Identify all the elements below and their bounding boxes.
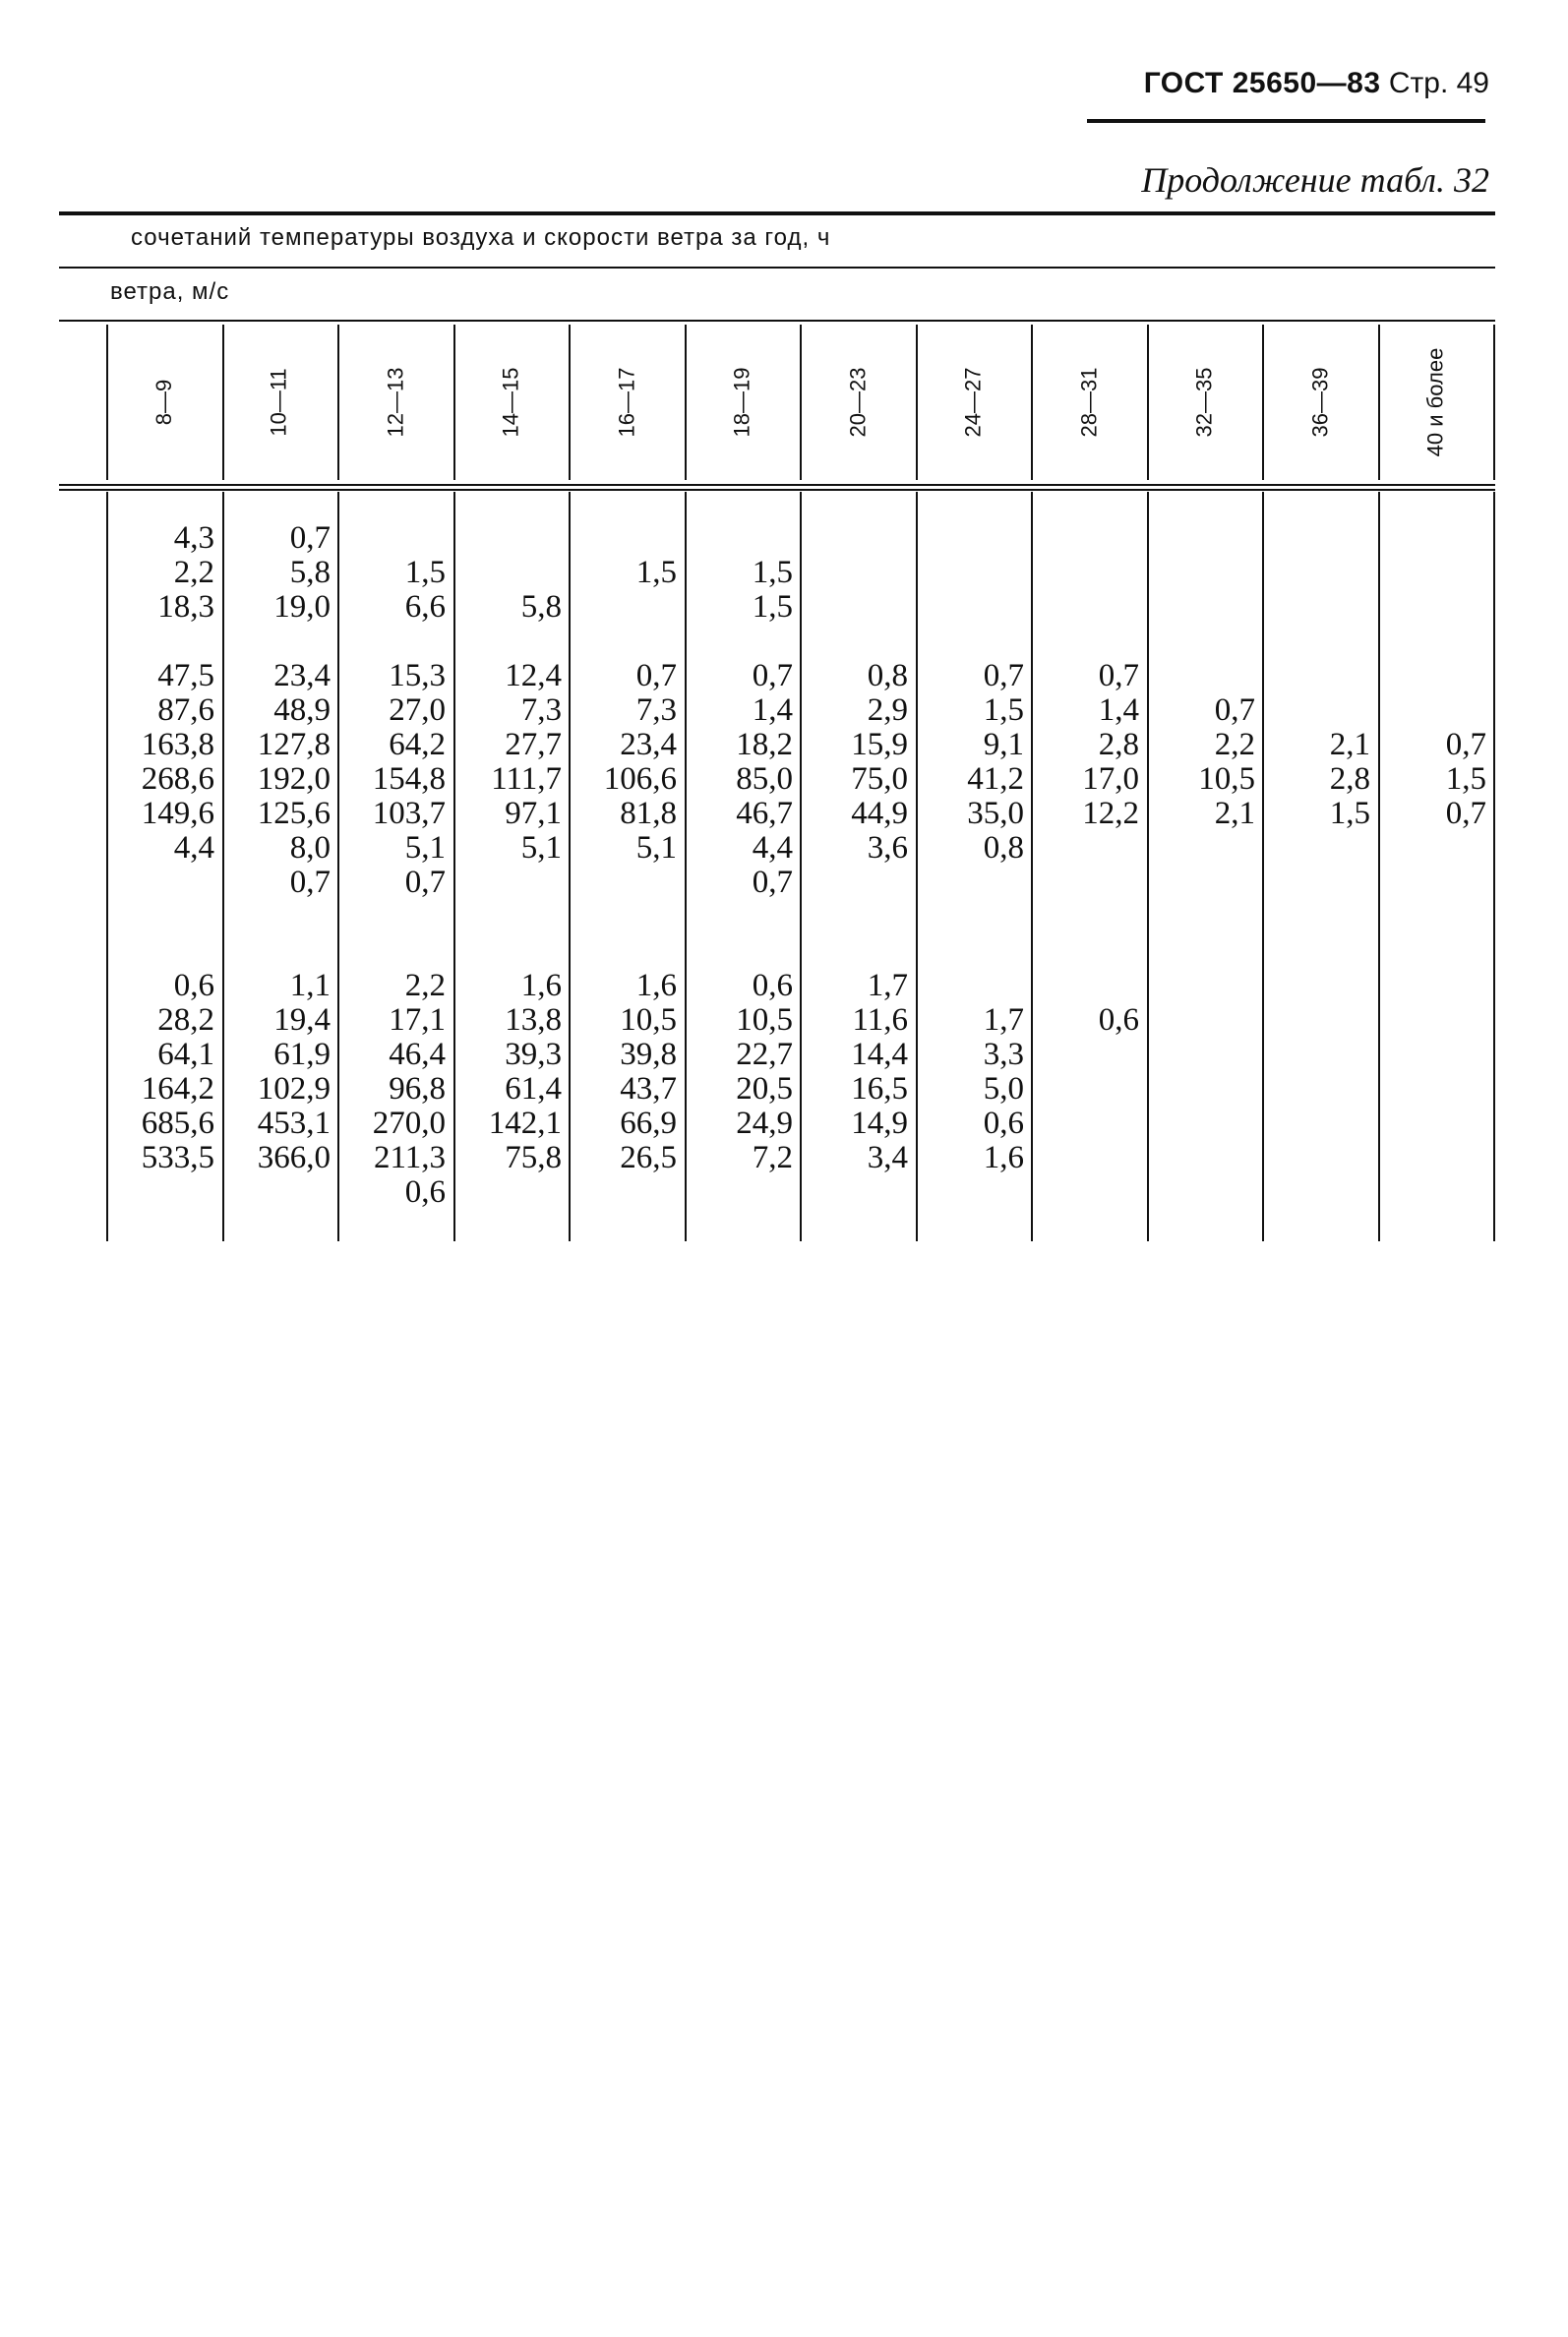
column-header xyxy=(486,329,535,476)
subtitle-line-1: сочетаний температуры воздуха и скорости ветра за год, ч xyxy=(131,224,831,251)
table-cell: 1,5 xyxy=(1329,796,1370,831)
table-cell: 27,7 xyxy=(505,727,562,762)
table-cell: 0,6 xyxy=(404,1174,446,1210)
body-column-divider xyxy=(1493,492,1495,1241)
table-cell: 0,7 xyxy=(289,520,331,556)
table-cell: 87,6 xyxy=(157,692,214,728)
table-cell: 1,6 xyxy=(635,968,677,1003)
header-column-divider xyxy=(453,325,455,480)
table-cell: 10,5 xyxy=(736,1002,793,1038)
header-column-divider xyxy=(1262,325,1264,480)
header-column-divider xyxy=(685,325,687,480)
table-cell: 149,6 xyxy=(141,796,214,831)
table-cell: 7,3 xyxy=(635,692,677,728)
table-cell: 102,9 xyxy=(257,1071,331,1107)
table-cell: 19,0 xyxy=(273,589,331,625)
table-cell: 2,2 xyxy=(1214,727,1255,762)
header-rule xyxy=(1087,119,1485,123)
table-cell: 366,0 xyxy=(257,1140,331,1175)
table-cell: 14,4 xyxy=(851,1037,908,1072)
table-cell: 12,2 xyxy=(1082,796,1139,831)
table-cell: 61,9 xyxy=(273,1037,331,1072)
page-header xyxy=(1144,67,1489,100)
table-cell: 163,8 xyxy=(141,727,214,762)
table-cell: 10,5 xyxy=(620,1002,677,1038)
table-cell: 3,4 xyxy=(867,1140,908,1175)
column-header-label: 10—11 xyxy=(267,368,291,437)
body-column-divider xyxy=(1147,492,1149,1241)
header-column-divider xyxy=(569,325,571,480)
table-cell: 5,0 xyxy=(983,1071,1024,1107)
header-column-divider xyxy=(1147,325,1149,480)
column-header-label: 14—15 xyxy=(498,367,523,438)
table-cell: 211,3 xyxy=(373,1140,446,1175)
table-cell: 0,6 xyxy=(983,1106,1024,1141)
column-header xyxy=(140,329,189,476)
table-cell: 0,7 xyxy=(1098,658,1139,693)
subtitle-line-2: ветра, м/с xyxy=(110,278,230,305)
table-cell: 0,8 xyxy=(867,658,908,693)
table-cell: 27,0 xyxy=(389,692,446,728)
table-cell: 75,0 xyxy=(851,761,908,797)
column-header xyxy=(602,329,651,476)
header-column-divider xyxy=(106,325,108,480)
table-cell: 47,5 xyxy=(157,658,214,693)
table-cell: 1,4 xyxy=(752,692,793,728)
table-cell: 2,8 xyxy=(1098,727,1139,762)
table-cell: 1,6 xyxy=(983,1140,1024,1175)
column-header-label: 28—31 xyxy=(1076,367,1102,438)
body-column-divider xyxy=(1262,492,1264,1241)
table-cell: 0,6 xyxy=(752,968,793,1003)
header-column-divider xyxy=(222,325,224,480)
table-cell: 97,1 xyxy=(505,796,562,831)
column-header-label: 20—23 xyxy=(845,367,871,438)
table-cell: 0,6 xyxy=(173,968,214,1003)
column-header xyxy=(371,329,420,476)
page-number: Стр. 49 xyxy=(1388,67,1489,99)
column-header xyxy=(255,329,304,476)
table-cell: 1,7 xyxy=(983,1002,1024,1038)
table-cell: 20,5 xyxy=(736,1071,793,1107)
table-cell: 0,7 xyxy=(752,658,793,693)
table-cell: 0,7 xyxy=(1214,692,1255,728)
table-cell: 11,6 xyxy=(852,1002,908,1038)
table-cell: 22,7 xyxy=(736,1037,793,1072)
table-cell: 111,7 xyxy=(491,761,562,797)
table-cell: 1,5 xyxy=(1445,761,1486,797)
table-cell: 0,7 xyxy=(289,865,331,900)
table-cell: 3,6 xyxy=(867,830,908,866)
column-header-label: 18—19 xyxy=(729,367,754,438)
table-cell: 533,5 xyxy=(141,1140,214,1175)
table-cell: 75,8 xyxy=(505,1140,562,1175)
table-cell: 685,6 xyxy=(141,1106,214,1141)
table-cell: 270,0 xyxy=(372,1106,446,1141)
body-column-divider xyxy=(1378,492,1380,1241)
table-cell: 2,9 xyxy=(867,692,908,728)
column-header xyxy=(1411,329,1460,476)
subtitle-rule-1 xyxy=(59,267,1495,269)
table-cell: 17,0 xyxy=(1082,761,1139,797)
table-cell: 192,0 xyxy=(257,761,331,797)
table-cell: 13,8 xyxy=(505,1002,562,1038)
table-cell: 1,5 xyxy=(635,555,677,590)
table-cell: 3,3 xyxy=(983,1037,1024,1072)
table-cell: 0,7 xyxy=(1445,727,1486,762)
table-cell: 0,6 xyxy=(1098,1002,1139,1038)
table-cell: 6,6 xyxy=(404,589,446,625)
table-cell: 1,7 xyxy=(867,968,908,1003)
table-cell: 0,7 xyxy=(752,865,793,900)
table-cell: 15,9 xyxy=(851,727,908,762)
table-cell: 5,8 xyxy=(289,555,331,590)
table-cell: 5,1 xyxy=(635,830,677,866)
table-cell: 23,4 xyxy=(620,727,677,762)
standard-number: ГОСТ 25650—83 xyxy=(1143,67,1381,99)
table-cell: 103,7 xyxy=(372,796,446,831)
table-cell: 16,5 xyxy=(851,1071,908,1107)
table-cell: 8,0 xyxy=(289,830,331,866)
table-cell: 2,1 xyxy=(1214,796,1255,831)
table-cell: 142,1 xyxy=(488,1106,562,1141)
table-cell: 106,6 xyxy=(603,761,677,797)
table-cell: 64,1 xyxy=(157,1037,214,1072)
table-cell: 154,8 xyxy=(372,761,446,797)
header-bottom-rule-2 xyxy=(59,489,1495,491)
header-column-divider xyxy=(1378,325,1380,480)
table-cell: 24,9 xyxy=(736,1106,793,1141)
table-top-rule xyxy=(59,211,1495,215)
table-cell: 18,2 xyxy=(736,727,793,762)
table-cell: 5,8 xyxy=(520,589,562,625)
table-cell: 4,3 xyxy=(173,520,214,556)
column-header xyxy=(948,329,997,476)
header-bottom-rule-1 xyxy=(59,484,1495,486)
table-cell: 0,7 xyxy=(1445,796,1486,831)
column-header xyxy=(833,329,882,476)
table-cell: 164,2 xyxy=(141,1071,214,1107)
header-column-divider xyxy=(1031,325,1033,480)
table-cell: 28,2 xyxy=(157,1002,214,1038)
column-header xyxy=(1179,329,1229,476)
table-cell: 23,4 xyxy=(273,658,331,693)
table-cell: 17,1 xyxy=(389,1002,446,1038)
column-header-label: 40 и более xyxy=(1422,347,1447,457)
table-cell: 9,1 xyxy=(983,727,1024,762)
table-cell: 1,4 xyxy=(1098,692,1139,728)
column-header xyxy=(1064,329,1114,476)
table-cell: 5,1 xyxy=(520,830,562,866)
table-cell: 18,3 xyxy=(157,589,214,625)
table-cell: 0,7 xyxy=(983,658,1024,693)
header-column-divider xyxy=(800,325,802,480)
header-column-divider xyxy=(916,325,918,480)
table-cell: 35,0 xyxy=(967,796,1024,831)
table-cell: 39,8 xyxy=(620,1037,677,1072)
table-cell: 14,9 xyxy=(851,1106,908,1141)
table-cell: 7,2 xyxy=(752,1140,793,1175)
column-header-label: 16—17 xyxy=(614,367,639,438)
column-header-label: 12—13 xyxy=(383,367,408,438)
table-cell: 7,3 xyxy=(520,692,562,728)
table-cell: 19,4 xyxy=(273,1002,331,1038)
column-header-label: 24—27 xyxy=(960,367,986,438)
continuation-label: Продолжение табл. 32 xyxy=(1141,160,1489,200)
table-cell: 26,5 xyxy=(620,1140,677,1175)
table-cell: 10,5 xyxy=(1198,761,1255,797)
table-cell: 2,2 xyxy=(404,968,446,1003)
table-cell: 125,6 xyxy=(257,796,331,831)
table-cell: 46,7 xyxy=(736,796,793,831)
table-cell: 2,2 xyxy=(173,555,214,590)
table-cell: 96,8 xyxy=(389,1071,446,1107)
table-cell: 64,2 xyxy=(389,727,446,762)
table-cell: 2,8 xyxy=(1329,761,1370,797)
header-column-divider xyxy=(1493,325,1495,480)
table-cell: 39,3 xyxy=(505,1037,562,1072)
table-cell: 1,5 xyxy=(752,589,793,625)
table-cell: 66,9 xyxy=(620,1106,677,1141)
table-cell: 453,1 xyxy=(257,1106,331,1141)
table-cell: 12,4 xyxy=(505,658,562,693)
column-header-label: 36—39 xyxy=(1307,367,1333,438)
table-cell: 0,8 xyxy=(983,830,1024,866)
body-column-divider xyxy=(1031,492,1033,1241)
header-column-divider xyxy=(337,325,339,480)
table-cell: 85,0 xyxy=(736,761,793,797)
column-header xyxy=(1296,329,1345,476)
table-cell: 81,8 xyxy=(620,796,677,831)
table-cell: 4,4 xyxy=(752,830,793,866)
table-cell: 1,5 xyxy=(404,555,446,590)
table-cell: 4,4 xyxy=(173,830,214,866)
column-header xyxy=(717,329,766,476)
table-cell: 268,6 xyxy=(141,761,214,797)
column-header-label: 8—9 xyxy=(151,379,176,426)
table-cell: 43,7 xyxy=(620,1071,677,1107)
table-cell: 61,4 xyxy=(505,1071,562,1107)
subtitle-rule-2 xyxy=(59,320,1495,322)
table-cell: 1,5 xyxy=(752,555,793,590)
table-cell: 127,8 xyxy=(257,727,331,762)
table-cell: 1,5 xyxy=(983,692,1024,728)
table-cell: 0,7 xyxy=(404,865,446,900)
table-cell: 0,7 xyxy=(635,658,677,693)
table-cell: 41,2 xyxy=(967,761,1024,797)
table-cell: 46,4 xyxy=(389,1037,446,1072)
table-cell: 44,9 xyxy=(851,796,908,831)
table-cell: 5,1 xyxy=(404,830,446,866)
table-cell: 48,9 xyxy=(273,692,331,728)
table-cell: 15,3 xyxy=(389,658,446,693)
table-cell: 2,1 xyxy=(1329,727,1370,762)
table-cell: 1,6 xyxy=(520,968,562,1003)
column-header-label: 32—35 xyxy=(1191,367,1217,438)
table-cell: 1,1 xyxy=(289,968,331,1003)
